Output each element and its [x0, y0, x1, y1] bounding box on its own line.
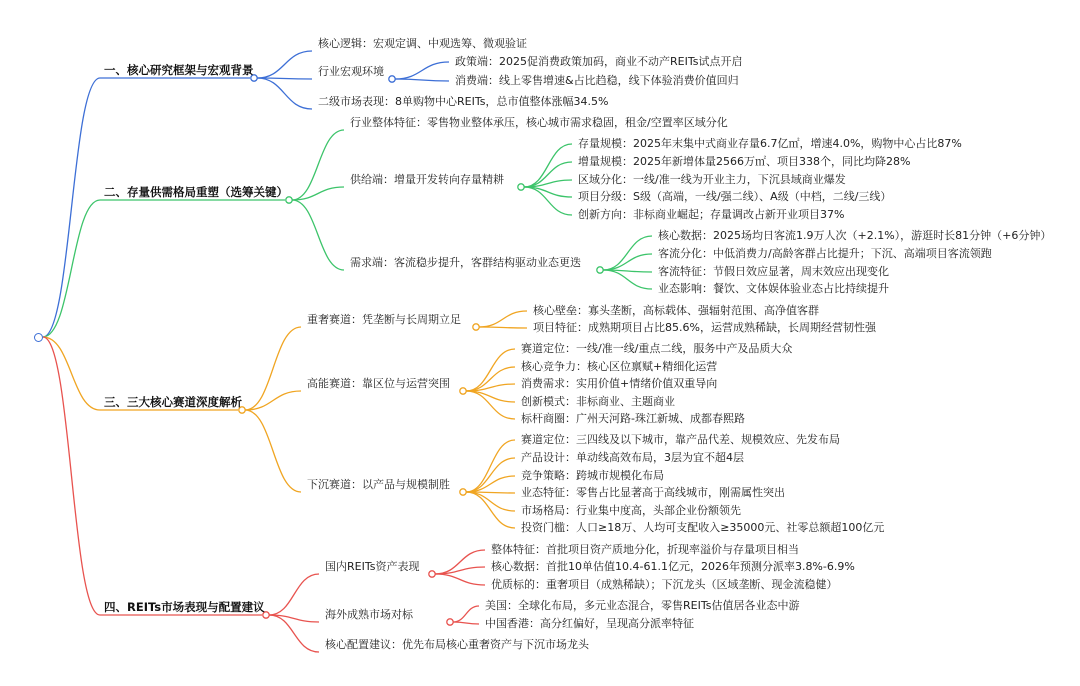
- b2-node-demand[interactable]: 需求端：客流稳步提升，客群结构驱动业态更迭: [350, 256, 581, 269]
- connector-root-branch-4: [43, 337, 100, 615]
- b3-leaf-lt-strategy[interactable]: 竞争策略：跨城市规模化布局: [521, 469, 664, 482]
- branch-4-title[interactable]: 四、REITs市场表现与配置建议: [104, 600, 265, 614]
- toggle-b1-c2[interactable]: [389, 76, 395, 82]
- b2-leaf-increment[interactable]: 增量规模：2025年新增体量2566万㎡、项目338个，同比均降28%: [578, 155, 911, 168]
- connector-b3-c1-g1: [479, 311, 527, 327]
- b3-node-luxury[interactable]: 重奢赛道：凭垄断与长周期立足: [307, 313, 461, 326]
- b4-leaf-core-data[interactable]: 核心数据：首批10单估值10.4-61.1亿元，2026年预测分派率3.8%-6.9%: [491, 560, 855, 573]
- b2-leaf-stock[interactable]: 存量规模：2025年末集中式商业存量6.7亿㎡，增速4.0%，购物中心占比87%: [578, 137, 962, 150]
- toggle-b4-c1[interactable]: [429, 571, 435, 577]
- b3-leaf-barrier[interactable]: 核心壁垒：寡头垄断，高标载体、强辐射范围、高净值客群: [533, 304, 819, 317]
- toggle-b3-c1[interactable]: [473, 324, 479, 330]
- b1-node-secondary-market[interactable]: 二级市场表现：8单购物中心REITs，总市值整体涨幅34.5%: [318, 95, 609, 108]
- toggle-b3-c3[interactable]: [460, 489, 466, 495]
- b4-leaf-hk[interactable]: 中国香港：高分红偏好，呈现高分派率特征: [485, 617, 694, 630]
- b2-node-overall[interactable]: 行业整体特征：零售物业整体承压，核心城市需求稳固，租金/空置率区域分化: [350, 116, 728, 129]
- b3-leaf-lt-threshold[interactable]: 投资门槛：人口≥18万、人均可支配收入≥35000元、社零总额超100亿元: [521, 521, 885, 534]
- b3-leaf-lt-position[interactable]: 赛道定位：三四线及以下城市，靠产品代差、规模效应、先发布局: [521, 433, 840, 446]
- b1-node-macro-env[interactable]: 行业宏观环境: [318, 65, 384, 78]
- b3-leaf-lt-format[interactable]: 业态特征：零售占比显著高于高线城市，刚需属性突出: [521, 486, 785, 499]
- connector-root-branch-1: [43, 78, 100, 337]
- b1-leaf-policy[interactable]: 政策端：2025促消费政策加码，商业不动产REITs试点开启: [455, 55, 743, 68]
- connector-b3-c2-g5: [466, 391, 515, 419]
- b1-node-core-logic[interactable]: 核心逻辑：宏观定调、中观选筹、微观验证: [318, 37, 527, 50]
- b2-leaf-region[interactable]: 区域分化：一线/准一线为开业主力，下沉县域商业爆发: [578, 173, 846, 186]
- b3-node-lower-tier[interactable]: 下沉赛道：以产品与规模制胜: [307, 478, 450, 491]
- connector-b3-c3: [245, 410, 301, 492]
- b2-leaf-traffic-split[interactable]: 客流分化：中低消费力/高龄客群占比提升；下沉、高端项目客流领跑: [658, 247, 992, 260]
- connector-b1-c1: [257, 51, 312, 78]
- b4-node-domestic[interactable]: 国内REITs资产表现: [325, 560, 420, 573]
- toggle-b2-c3[interactable]: [597, 267, 603, 273]
- b2-leaf-grading[interactable]: 项目分级：S级（高端，一线/强二线）、A级（中档，二线/三线）: [578, 190, 892, 203]
- b4-leaf-overall[interactable]: 整体特征：首批项目资产质地分化，折现率溢价与存量项目相当: [491, 543, 799, 556]
- connector-b2-c3-g4: [603, 270, 652, 289]
- connector-b4-c2-g2: [453, 622, 479, 624]
- connector-b2-c3: [292, 200, 344, 270]
- connector-b4-c1-g3: [435, 574, 485, 585]
- b3-leaf-project[interactable]: 项目特征：成熟期项目占比85.6%，运营成熟稀缺，长周期经营韧性强: [533, 321, 876, 334]
- b1-leaf-consumption[interactable]: 消费端：线上零售增速&占比趋稳，线下体验消费价值回归: [455, 74, 739, 87]
- branch-1-title[interactable]: 一、核心研究框架与宏观背景: [104, 63, 254, 77]
- connector-b1-c2-g1: [395, 62, 449, 79]
- connector-b3-c1: [245, 327, 301, 410]
- b3-leaf-lt-market[interactable]: 市场格局：行业集中度高，头部企业份额领先: [521, 504, 741, 517]
- b4-node-overseas[interactable]: 海外成熟市场对标: [325, 608, 413, 621]
- b3-node-high-energy[interactable]: 高能赛道：靠区位与运营突围: [307, 377, 450, 390]
- connector-b2-c3-g2: [603, 254, 652, 270]
- root-node[interactable]: [34, 333, 43, 342]
- connector-root-branch-2: [43, 200, 100, 337]
- b4-leaf-us[interactable]: 美国：全球化布局，多元业态混合，零售REITs估值居各业态中游: [485, 599, 800, 612]
- connector-b3-c1-g2: [479, 327, 527, 328]
- b3-leaf-he-competitive[interactable]: 核心竞争力：核心区位禀赋+精细化运营: [521, 360, 718, 373]
- b3-leaf-lt-design[interactable]: 产品设计：单动线高效布局，3层为宜不超4层: [521, 451, 744, 464]
- branch-3-title[interactable]: 三、三大核心赛道深度解析: [104, 395, 242, 409]
- b3-leaf-he-position[interactable]: 赛道定位：一线/准一线/重点二线，服务中产及品质大众: [521, 342, 793, 355]
- toggle-b4-c2[interactable]: [447, 619, 453, 625]
- b2-leaf-core-data[interactable]: 核心数据：2025场均日客流1.9万人次（+2.1%），游逛时长81分钟（+6分钟）: [658, 229, 1052, 242]
- connector-b2-c3-g1: [603, 236, 652, 270]
- b3-leaf-he-demand[interactable]: 消费需求：实用价值+情绪价值双重导向: [521, 377, 718, 390]
- b4-node-allocation[interactable]: 核心配置建议：优先布局核心重奢资产与下沉市场龙头: [325, 638, 589, 651]
- connector-b3-c3-g2: [466, 458, 515, 492]
- connector-b4-c2-g1: [453, 606, 479, 622]
- connector-b1-c3: [257, 78, 312, 109]
- b4-leaf-quality[interactable]: 优质标的：重奢项目（成熟稀缺）；下沉龙头（区域垄断、现金流稳健）: [491, 578, 838, 591]
- toggle-b2-c2[interactable]: [518, 184, 524, 190]
- b3-leaf-he-benchmark[interactable]: 标杆商圈：广州天河路-珠江新城、成都春熙路: [521, 412, 745, 425]
- connector-b3-c3-g5: [466, 492, 515, 511]
- connector-b2-c2-g5: [524, 187, 572, 215]
- connector-b2-c1: [292, 130, 344, 200]
- b3-leaf-he-innovation[interactable]: 创新模式：非标商业、主题商业: [521, 395, 675, 408]
- connector-b4-c1: [269, 574, 319, 615]
- b2-leaf-format-impact[interactable]: 业态影响：餐饮、文体娱体验业态占比持续提升: [658, 282, 889, 295]
- toggle-b3-c2[interactable]: [460, 388, 466, 394]
- connector-b1-c2-g2: [395, 79, 449, 81]
- b2-leaf-innovation[interactable]: 创新方向：非标商业崛起；存量调改占新开业项目37%: [578, 208, 845, 221]
- b2-node-supply[interactable]: 供给端：增量开发转向存量精耕: [350, 173, 504, 186]
- connector-b4-c3: [269, 615, 319, 652]
- b2-leaf-traffic-feature[interactable]: 客流特征：节假日效应显著，周末效应出现变化: [658, 265, 889, 278]
- branch-2-title[interactable]: 二、存量供需格局重塑（选筹关键）: [104, 185, 288, 199]
